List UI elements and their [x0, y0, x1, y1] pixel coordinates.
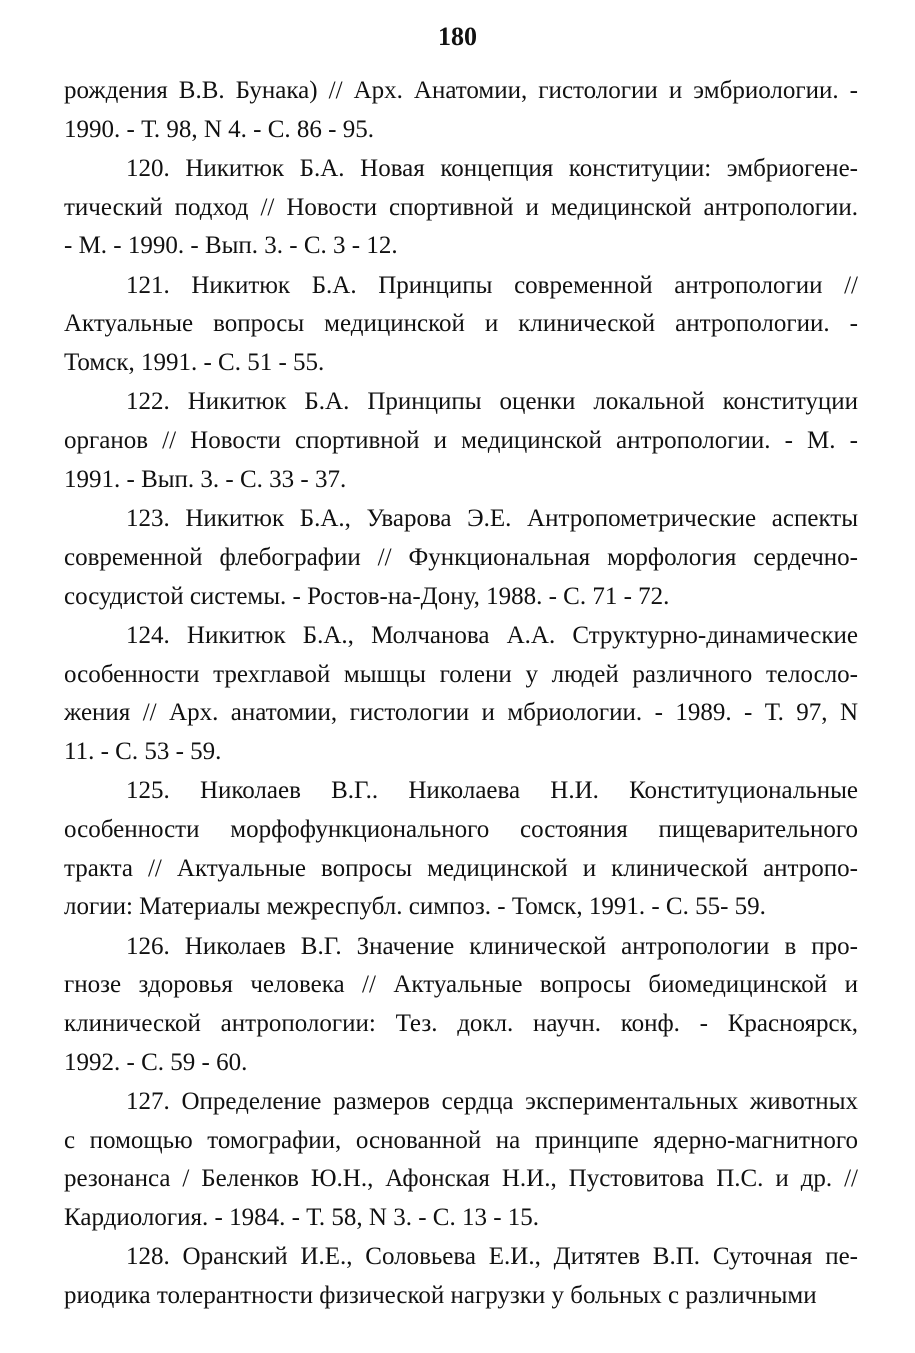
entry-line: Кардиология. - 1984. - Т. 58, N 3. - С. 13 - 15. — [64, 1204, 540, 1231]
entry-line: резонанса / Беленков Ю.Н., Афонская Н.И., Пустовитова П.С. и др. // — [64, 1165, 858, 1192]
entry-line: 128. Оранский И.Е., Соловьева Е.И., Дитятев В.П. Суточная пе- — [126, 1243, 858, 1270]
entry-line: сосудистой системы. - Ростов-на-Дону, 1988. - С. 71 - 72. — [64, 583, 670, 610]
entry-line: рождения В.В. Бунака) // Арх. Анатомии, гистологии и эмбриологии. - — [64, 77, 858, 104]
entry-line: 121. Никитюк Б.А. Принципы современной антропологии // — [126, 272, 858, 299]
entry-line: особенности морфофункционального состояния пищеварительного — [64, 816, 858, 843]
entry-line: жения // Арх. анатомии, гистологии и мбриологии. - 1989. - Т. 97, N — [64, 699, 858, 726]
entry-line: тракта // Актуальные вопросы медицинской и клинической антропо- — [64, 855, 858, 882]
entry-line: 126. Николаев В.Г. Значение клинической антропологии в про- — [126, 933, 858, 960]
entry-line: органов // Новости спортивной и медицинской антропологии. - М. - — [64, 427, 858, 454]
entry-line: логии: Материалы межреспубл. симпоз. - Томск, 1991. - С. 55- 59. — [64, 893, 766, 920]
entry-line: - М. - 1990. - Вып. 3. - С. 3 - 12. — [64, 232, 398, 259]
entry-line: 11. - С. 53 - 59. — [64, 738, 222, 765]
entry-line: 124. Никитюк Б.А., Молчанова А.А. Структурно-динамические — [126, 622, 858, 649]
entry-line: 125. Николаев В.Г.. Николаева Н.И. Конституциональные — [126, 777, 858, 804]
entry-line: 1992. - С. 59 - 60. — [64, 1049, 248, 1076]
entry-line: 120. Никитюк Б.А. Новая концепция конституции: эмбриогене- — [126, 155, 858, 182]
entry-line: клинической антропологии: Тез. докл. научн. конф. - Красноярск, — [64, 1010, 858, 1037]
entry-line: с помощью томографии, основанной на принципе ядерно-магнитного — [64, 1127, 858, 1154]
entry-line: 123. Никитюк Б.А., Уварова Э.Е. Антропометрические аспекты — [126, 505, 858, 532]
entry-line: 122. Никитюк Б.А. Принципы оценки локальной конституции — [126, 388, 858, 415]
entry-line: Актуальные вопросы медицинской и клинической антропологии. - — [64, 310, 858, 337]
entry-line: особенности трехглавой мышцы голени у людей различного телосло- — [64, 661, 858, 688]
entry-line: риодика толерантности физической нагрузки у больных с различными — [64, 1282, 817, 1309]
page-number: 180 — [438, 22, 477, 51]
entry-line: тический подход // Новости спортивной и медицинской антропологии. — [64, 194, 858, 221]
entry-line: 1991. - Вып. 3. - С. 33 - 37. — [64, 466, 347, 493]
entry-line: 1990. - Т. 98, N 4. - С. 86 - 95. — [64, 116, 374, 143]
entry-line: 127. Определение размеров сердца экспериментальных животных — [126, 1088, 858, 1115]
entry-line: современной флебографии // Функциональная морфология сердечно- — [64, 544, 858, 571]
entry-line: Томск, 1991. - С. 51 - 55. — [64, 349, 325, 376]
entry-line: гнозе здоровья человека // Актуальные вопросы биомедицинской и — [64, 971, 858, 998]
